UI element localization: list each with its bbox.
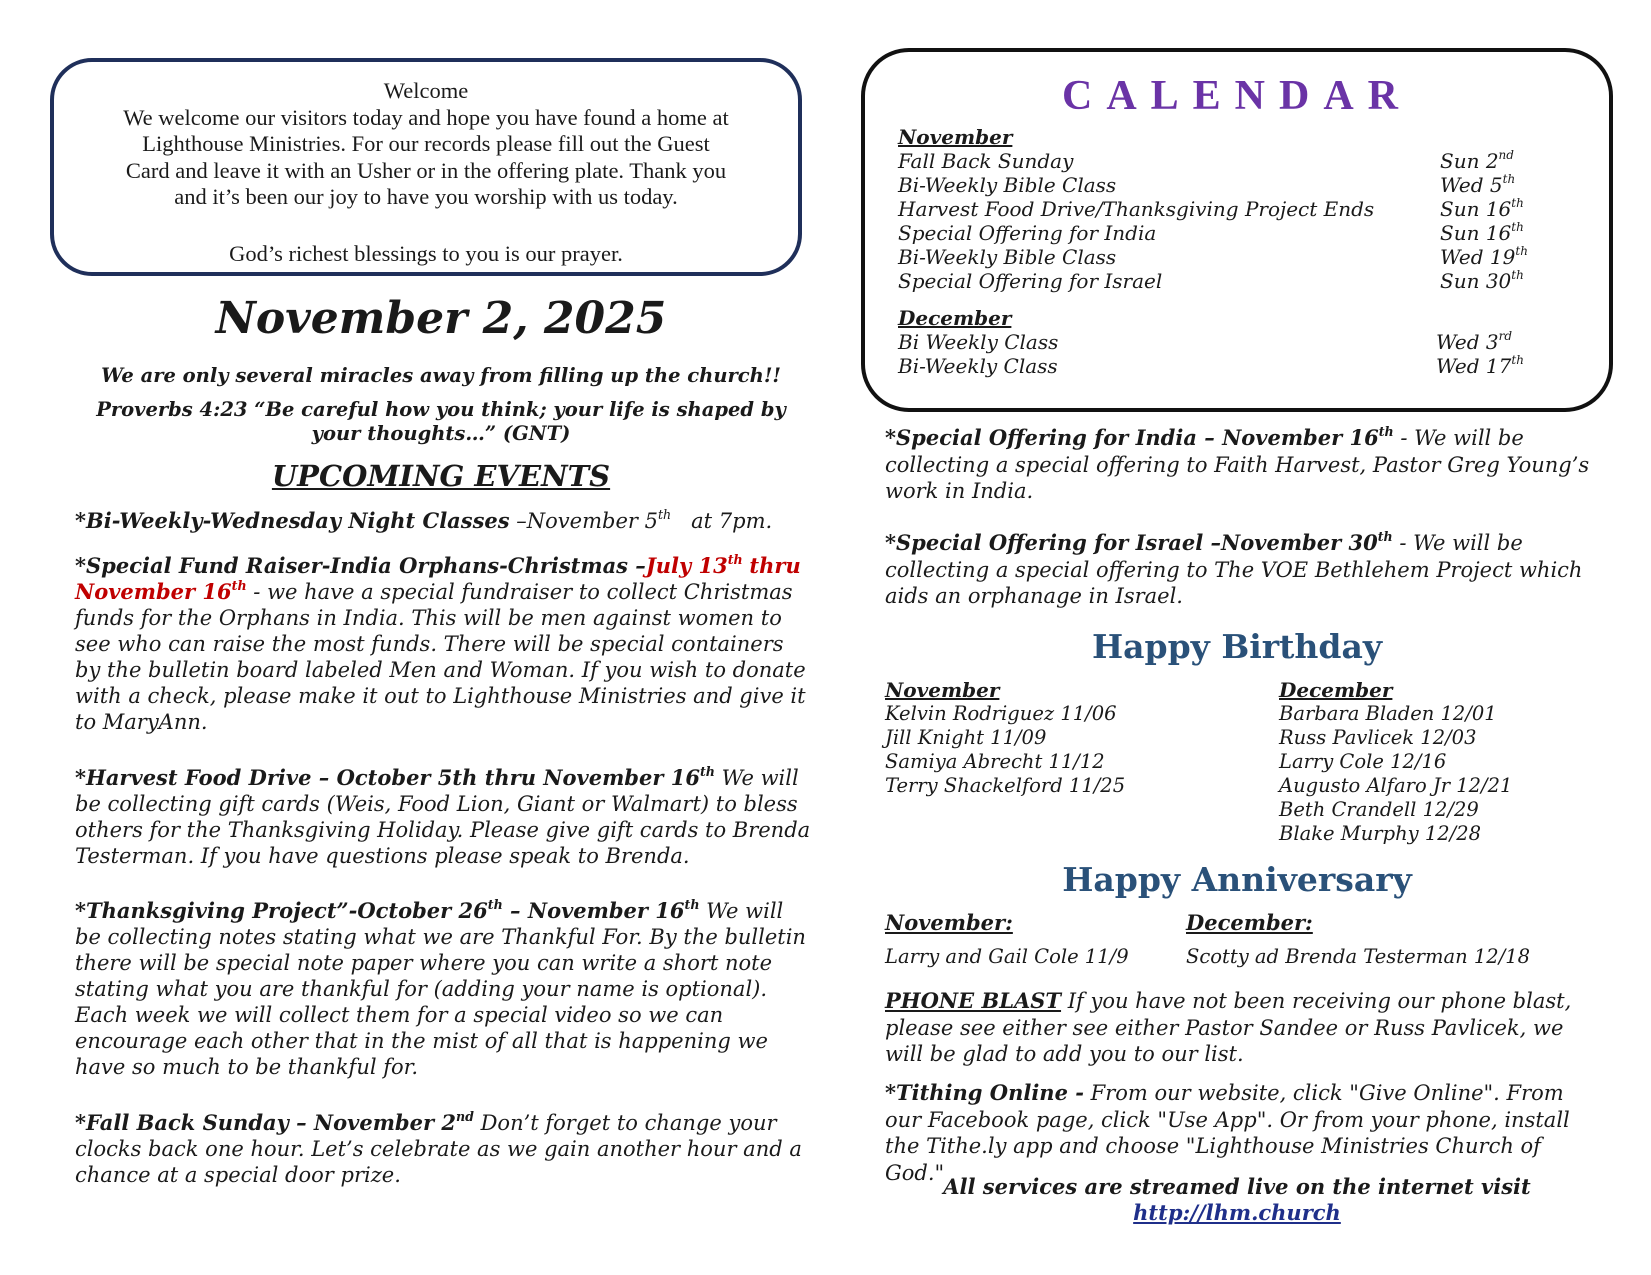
calendar-event: Special Offering for Israel (898, 269, 1163, 293)
calendar-date: Sun 16th (1440, 220, 1524, 245)
event-text: –November 5 (509, 509, 658, 533)
birthday-month-label: December (1279, 678, 1393, 702)
calendar-event: Bi-Weekly Class (898, 354, 1058, 378)
birthday-name: Russ Pavlicek 12/03 (1279, 726, 1477, 749)
event-title: *Harvest Food Drive – October 5th thru November 16 (75, 765, 700, 790)
ordinal: th (1378, 423, 1394, 439)
event-text: We will be collecting gift cards (Weis, Food Lion, Giant or Walmart) to bless others for the Thanksgiving Holiday. Please give gift cards to Brenda Testerman. If you have questions please speak to Brenda. (75, 766, 811, 868)
birthday-name: Samiya Abrecht 11/12 (885, 750, 1105, 773)
anniversary-month-label: November: (885, 910, 1013, 935)
calendar-month-december: December (898, 306, 1012, 330)
calendar-date: Wed 5th (1440, 172, 1516, 197)
welcome-line: Card and leave it with an Usher or in the offering plate. Thank you (125, 157, 727, 183)
birthday-december (1279, 678, 1599, 846)
calendar-event: Bi Weekly Class (898, 330, 1059, 354)
calendar-row (898, 269, 1538, 293)
streamed-notice: All services are streamed live on the internet visit (943, 1174, 1531, 1199)
event-text: at 7pm. (671, 509, 773, 533)
anniversary-november (885, 910, 1185, 969)
event-text: - we have a special fundraiser to collect Christmas funds for the Orphans in India. This will be men against women to see who can raise the most funds. There will be special containers by the bulletin board labeled Men and Woman. If you wish to donate with a check, please make it out to Lighthouse Ministries and give it to MaryAnn. (75, 580, 806, 734)
calendar-date: Wed 17th (1436, 353, 1524, 378)
birthday-name: Barbara Bladen 12/01 (1279, 702, 1497, 725)
offering-text: - We will be collecting a special offering to Faith Harvest, Pastor Greg Young’s work in India. (885, 426, 1590, 503)
welcome-box (50, 58, 802, 276)
welcome-title: Welcome (383, 78, 469, 103)
calendar-row (898, 354, 1538, 378)
welcome-line: Lighthouse Ministries. For our records please fill out the Guest (142, 131, 710, 156)
event-biweekly (75, 508, 815, 534)
calendar-event: Fall Back Sunday (898, 149, 1074, 173)
calendar-row (898, 245, 1538, 269)
date-heading: November 2, 2025 (215, 293, 667, 344)
birthday-name: Jill Knight 11/09 (885, 726, 1047, 749)
ordinal: nd (455, 1108, 474, 1124)
ordinal: th (684, 896, 700, 912)
offering-india (885, 425, 1605, 505)
birthday-name: Kelvin Rodriguez 11/06 (885, 702, 1117, 725)
birthday-month-label: November (885, 678, 1000, 702)
event-text: Don’t forget to change your clocks back one hour. Let’s celebrate as we gain another hour and a chance at a special door prize. (75, 1111, 802, 1187)
calendar-row (898, 221, 1538, 245)
calendar-row (898, 149, 1538, 173)
event-title: *Fall Back Sunday – November 2 (75, 1110, 456, 1135)
ordinal: th (699, 763, 715, 779)
phone-blast-title: PHONE BLAST (885, 988, 1062, 1013)
tithing-text: From our website, click "Give Online". From our Facebook page, click "Use App". Or from your phone, install the Tithe.ly app and choose "Lighthouse Ministries Church of God." (885, 1081, 1570, 1185)
birthday-name: Blake Murphy 12/28 (1279, 822, 1482, 845)
website-link[interactable]: http://lhm.church (1133, 1200, 1341, 1225)
offering-title: *Special Offering for Israel –November 30 (885, 530, 1378, 555)
calendar-date: Sun 16th (1440, 196, 1524, 221)
calendar-event: Bi-Weekly Bible Class (898, 245, 1117, 269)
birthday-name: Beth Crandell 12/29 (1279, 798, 1479, 821)
calendar-event: Harvest Food Drive/Thanksgiving Project Ends (898, 197, 1375, 221)
calendar-event: Special Offering for India (898, 221, 1157, 245)
birthday-november (885, 678, 1245, 798)
event-date-highlight: July 13 (645, 553, 728, 578)
calendar-event: Bi-Weekly Bible Class (898, 173, 1117, 197)
proverb: Proverbs 4:23 “Be careful how you think; your life is shaped by your thoughts…” (GNT) (96, 398, 786, 445)
ordinal: th (657, 506, 672, 522)
calendar-date: Sun 2nd (1440, 148, 1514, 173)
welcome-line: and it’s been our joy to have you worship with us today. (174, 184, 678, 209)
offering-text: - We will be collecting a special offering to The VOE Bethlehem Project which aids an orphanage in Israel. (885, 531, 1583, 608)
offering-israel (885, 530, 1605, 610)
calendar-row (898, 173, 1538, 197)
tithing-online (885, 1080, 1605, 1186)
tithing-title: *Tithing Online - (885, 1080, 1084, 1105)
event-title: *Special Fund Raiser-India Orphans-Christmas – (75, 553, 646, 578)
calendar-date: Wed 3rd (1436, 329, 1513, 354)
event-fallback (75, 1110, 815, 1188)
tagline: We are only several miracles away from filling up the church!! (101, 364, 781, 387)
event-fundraiser (75, 553, 815, 735)
event-harvest (75, 765, 815, 869)
calendar-row (898, 197, 1538, 221)
anniversary-name: Larry and Gail Cole 11/9 (885, 945, 1129, 968)
event-thanksgiving (75, 898, 815, 1080)
ordinal: th (727, 551, 743, 567)
calendar-month-november: November (898, 125, 1013, 149)
calendar-title: CALENDAR (1061, 73, 1412, 119)
calendar-row (898, 330, 1538, 354)
calendar-date: Wed 19th (1440, 244, 1528, 269)
anniversary-month-label: December: (1186, 910, 1313, 935)
ordinal: th (1377, 528, 1393, 544)
offering-title: *Special Offering for India – November 16 (885, 425, 1379, 450)
event-title: *Bi-Weekly-Wednesday Night Classes (75, 508, 510, 533)
phone-blast (885, 988, 1605, 1068)
ordinal: th (487, 896, 503, 912)
welcome-blessing: God’s richest blessings to you is our prayer. (229, 240, 623, 266)
welcome-line: We welcome our visitors today and hope you have found a home at (123, 104, 729, 130)
event-text: We will be collecting notes stating what we are Thankful For. By the bulletin there will be special note paper where you can write a short note stating what you are thankful for (adding your name is optional). Each week we will collect them for a special video so we can encourage each other that in the mist of all that is happening we have so much to be thankful for. (75, 899, 806, 1079)
birthday-name: Larry Cole 12/16 (1279, 750, 1447, 773)
phone-blast-text: If you have not been receiving our phone blast, please see either see either Pastor Sandee or Russ Pavlicek, we will be glad to add you to our list. (885, 989, 1572, 1066)
anniversary-title: Happy Anniversary (1062, 860, 1412, 899)
anniversary-december (1186, 910, 1606, 969)
birthday-title: Happy Birthday (1091, 627, 1383, 666)
event-title: *Thanksgiving Project”-October 26 (75, 898, 488, 923)
event-date-highlight: thru November 16 (75, 553, 801, 604)
event-title: – November 16 (502, 898, 685, 923)
birthday-name: Terry Shackelford 11/25 (885, 774, 1126, 797)
events-heading: UPCOMING EVENTS (271, 459, 611, 493)
ordinal: th (231, 577, 247, 593)
anniversary-name: Scotty ad Brenda Testerman 12/18 (1186, 945, 1531, 968)
calendar-date: Sun 30th (1440, 268, 1524, 293)
birthday-name: Augusto Alfaro Jr 12/21 (1279, 774, 1513, 797)
